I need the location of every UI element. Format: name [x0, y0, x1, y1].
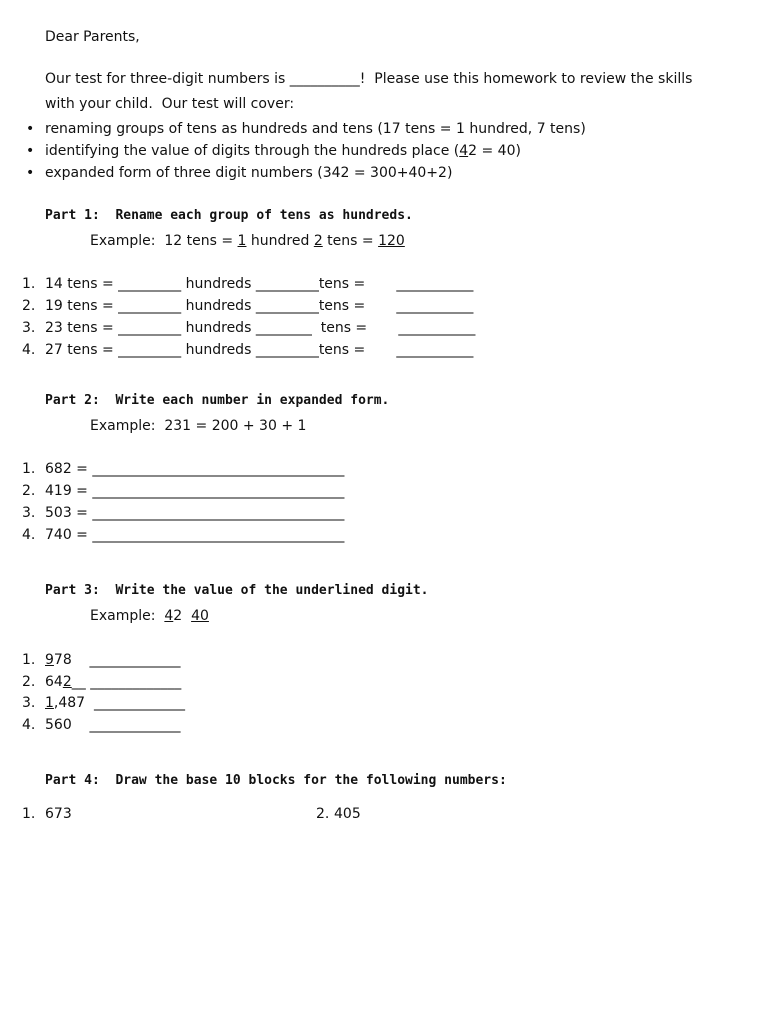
item-number: 1. — [22, 806, 36, 822]
item-number: 4. — [22, 717, 36, 733]
part2-item: 503 = ____________________________________ — [45, 505, 345, 521]
item-number: 3. — [22, 695, 36, 711]
item-number: 2. — [22, 298, 36, 314]
item-number: 2. — [316, 806, 330, 822]
greeting: Dear Parents, — [45, 29, 140, 45]
item-number: 1. — [22, 461, 36, 477]
part1-item: 27 tens = _________ hundreds _________tens = ___________ — [45, 342, 474, 358]
part2-example: Example: 231 = 200 + 30 + 1 — [90, 418, 307, 434]
part4-heading: Part 4: Draw the base 10 blocks for the following numbers: — [45, 773, 507, 788]
item-text: __ _____________ — [71, 674, 182, 690]
part3-item — [45, 673, 181, 691]
part4-item-value: 405 — [334, 806, 361, 822]
part1-item: 19 tens = _________ hundreds _________tens = ___________ — [45, 298, 474, 314]
example-text: Example: — [90, 608, 165, 624]
item-number: 1. — [22, 652, 36, 668]
part4-item-value: 673 — [45, 806, 72, 822]
example-answer: 40 — [191, 608, 209, 624]
part2-item: 682 = ____________________________________ — [45, 461, 345, 477]
example-answer: 2 — [313, 233, 323, 249]
part2-heading: Part 2: Write each number in expanded form. — [45, 393, 390, 408]
part1-item: 23 tens = _________ hundreds ________ tens = ___________ — [45, 320, 476, 336]
item-number: 2. — [22, 674, 36, 690]
part3-example — [90, 607, 209, 625]
intro-paragraph-line-1 — [45, 70, 692, 88]
underlined-digit: 1 — [45, 695, 54, 711]
bullet-icon: • — [26, 121, 35, 137]
item-number: 3. — [22, 505, 36, 521]
part3-heading: Part 3: Write the value of the underlined digit. — [45, 583, 429, 598]
part3-item — [45, 651, 181, 669]
example-text: Example: 12 tens = — [90, 233, 238, 249]
part1-heading: Part 1: Rename each group of tens as hundreds. — [45, 208, 413, 223]
example-answer: 120 — [378, 233, 405, 249]
bullet-icon: • — [26, 165, 35, 181]
part2-item: 740 = ____________________________________ — [45, 527, 345, 543]
part3-item — [45, 716, 181, 734]
part1-example — [90, 232, 405, 250]
example-answer: 1 — [237, 233, 247, 249]
intro-text-before-blank: Our test for three-digit numbers is — [45, 71, 290, 87]
example-text: tens = — [322, 233, 379, 249]
bullet-item-digit-value — [45, 142, 521, 160]
bullet-text: 2 = 40) — [468, 143, 521, 159]
example-text: 2 — [173, 608, 192, 624]
test-date-blank: __________ — [289, 71, 360, 87]
underlined-digit: 4 — [459, 143, 469, 159]
underlined-digit: 4 — [164, 608, 174, 624]
bullet-icon: • — [26, 143, 35, 159]
item-number: 2. — [22, 483, 36, 499]
underlined-digit: 2 — [62, 674, 72, 690]
part1-item: 14 tens = _________ hundreds _________tens = ___________ — [45, 276, 474, 292]
item-number: 4. — [22, 342, 36, 358]
part2-item: 419 = ____________________________________ — [45, 483, 345, 499]
part3-item — [45, 694, 185, 712]
item-text: _____________ — [89, 717, 181, 733]
example-text: hundred — [246, 233, 314, 249]
item-text: 78 _____________ — [53, 652, 181, 668]
intro-paragraph-line-2: with your child. Our test will cover: — [45, 96, 295, 112]
intro-text-after-blank: ! Please use this homework to review the skills — [359, 71, 693, 87]
item-text: 560 — [45, 717, 90, 733]
item-text: ,487 _____________ — [53, 695, 185, 711]
bullet-text: identifying the value of digits through the hundreds place ( — [45, 143, 460, 159]
item-number: 4. — [22, 527, 36, 543]
underlined-digit: 9 — [45, 652, 54, 668]
bullet-item-renaming: renaming groups of tens as hundreds and tens (17 tens = 1 hundred, 7 tens) — [45, 121, 586, 137]
bullet-item-expanded-form: expanded form of three digit numbers (342 = 300+40+2) — [45, 165, 453, 181]
item-text: 64 — [45, 674, 63, 690]
item-number: 3. — [22, 320, 36, 336]
item-number: 1. — [22, 276, 36, 292]
